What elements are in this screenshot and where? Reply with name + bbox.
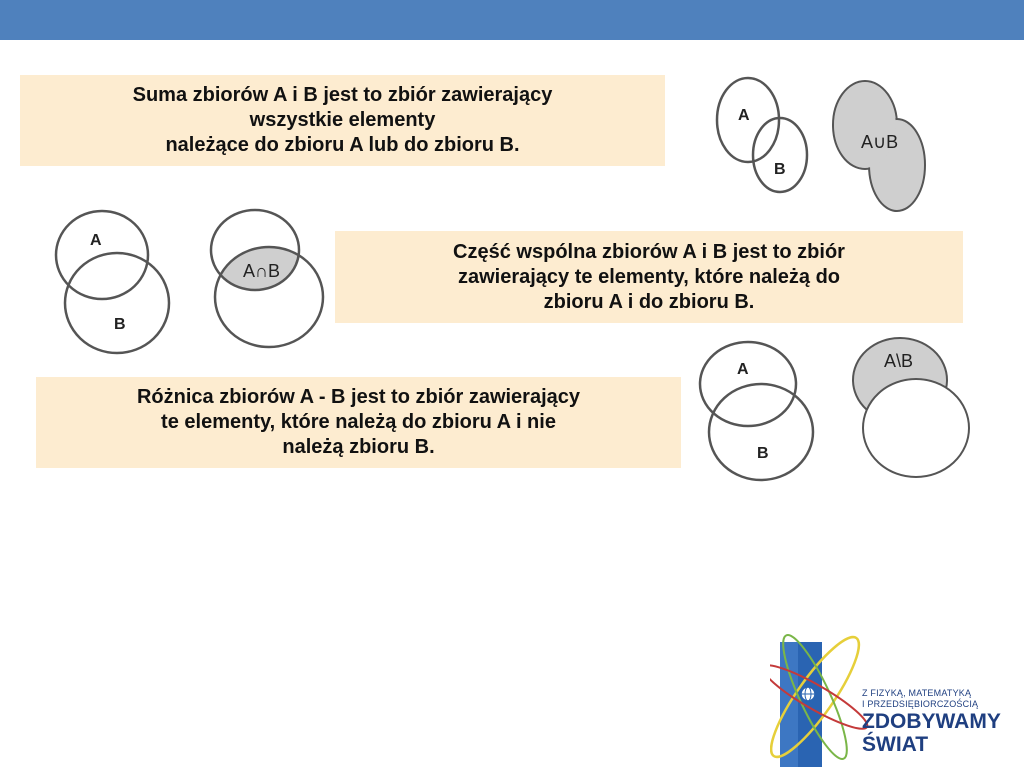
- intersection-definition-line: zawierający te elementy, które należą do: [457, 265, 841, 288]
- set-b-label: B: [757, 445, 769, 462]
- set-b-label: B: [774, 161, 786, 178]
- intersection-venn-outline: [45, 205, 180, 360]
- difference-venn-outline: [695, 340, 830, 490]
- set-b-label: B: [114, 316, 126, 333]
- logo-title-line2: ŚWIAT: [862, 733, 929, 756]
- union-definition-line: należące do zbioru A lub do zbioru B.: [165, 134, 520, 156]
- logo-tagline-line1: Z FIZYKĄ, MATEMATYKĄ: [862, 688, 972, 698]
- difference-definition-line: należą zbioru B.: [282, 436, 435, 458]
- intersection-definition-box: [335, 231, 963, 323]
- intersection-venn-shaded: [205, 205, 335, 355]
- set-b-circle: [65, 253, 169, 353]
- set-b-circle: [709, 384, 813, 480]
- set-a-label: A: [90, 232, 102, 249]
- set-a-circle: [700, 342, 796, 426]
- set-a-label: A: [737, 361, 749, 378]
- difference-venn-shaded: [848, 335, 978, 485]
- union-definition-line: wszystkie elementy: [249, 109, 436, 131]
- set-b-circle: [753, 118, 807, 192]
- difference-definition-line: te elementy, które należą do zbioru A i nie: [161, 411, 556, 433]
- difference-definition-box: [36, 377, 681, 468]
- union-label: A∪B: [861, 132, 899, 152]
- intersection-label: A∩B: [243, 261, 280, 281]
- union-definition-box: [20, 75, 665, 166]
- union-venn-shaded: [825, 75, 935, 220]
- intersection-definition-line: zbioru A i do zbioru B.: [543, 290, 755, 313]
- top-banner: [0, 0, 1024, 40]
- union-definition-line: Suma zbiorów A i B jest to zbiór zawierający: [132, 84, 553, 106]
- logo-title-line1: ZDOBYWAMY: [862, 710, 1001, 733]
- logo-tagline-line2: I PRZEDSIĘBIORCZOŚCIĄ: [862, 699, 979, 709]
- difference-label: A\B: [884, 351, 914, 371]
- set-b-circle: [863, 379, 969, 477]
- union-overlap-fill: [834, 82, 899, 168]
- difference-definition-line: Różnica zbiorów A - B jest to zbiór zawierający: [136, 386, 581, 408]
- union-venn-outline: [700, 70, 820, 200]
- set-a-label: A: [738, 107, 750, 124]
- intersection-definition-line: Część wspólna zbiorów A i B jest to zbiór: [453, 240, 845, 263]
